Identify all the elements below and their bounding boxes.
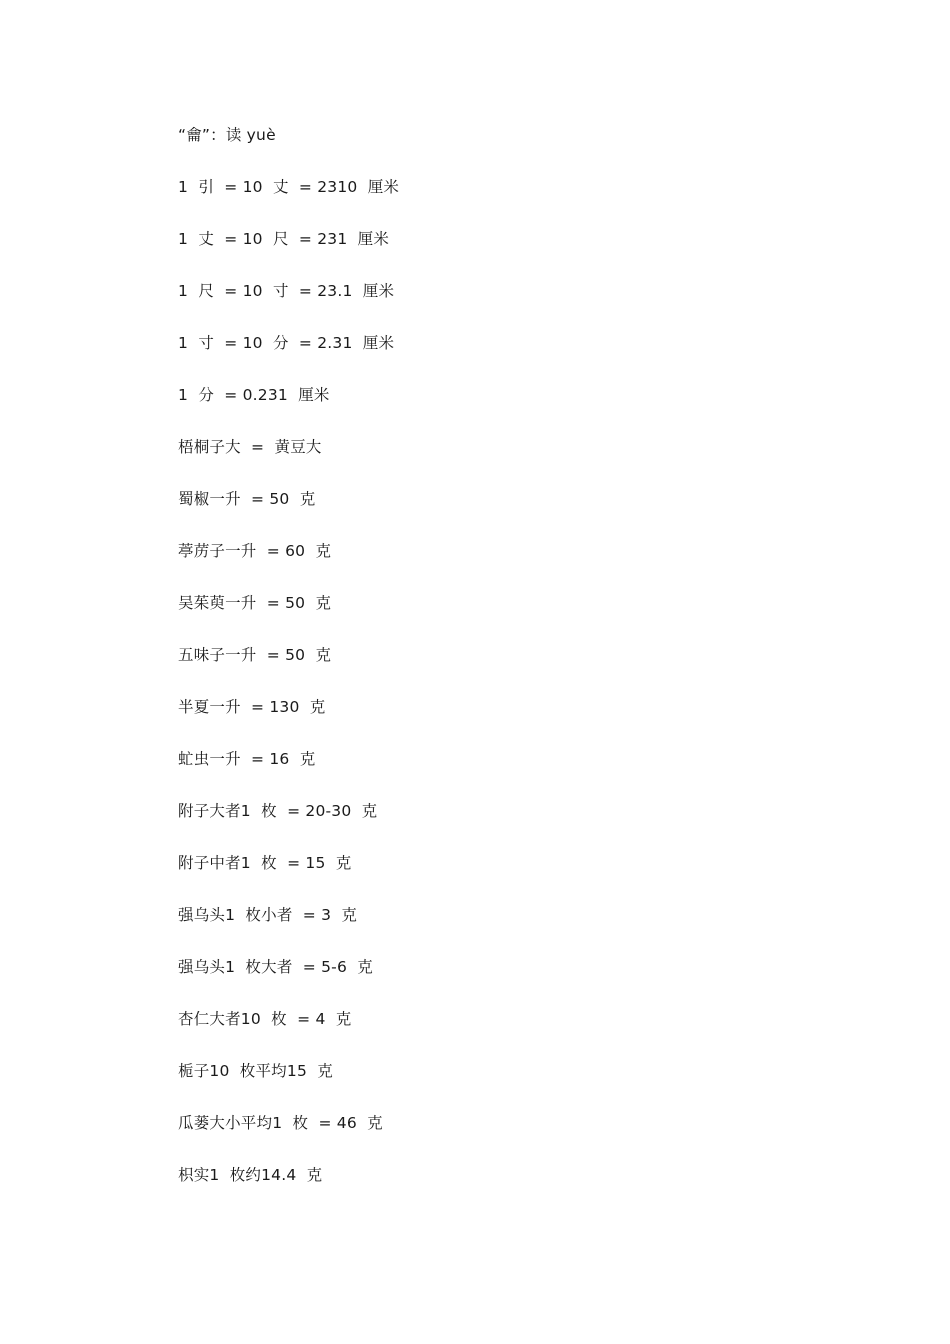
text-line-zhang: 1 丈 = 10 尺 = 231 厘米 xyxy=(178,230,390,248)
text-line-yin: 1 引 = 10 丈 = 2310 厘米 xyxy=(178,178,400,196)
text-line-cun: 1 寸 = 10 分 = 2.31 厘米 xyxy=(178,334,395,352)
text-line-chi: 1 尺 = 10 寸 = 23.1 厘米 xyxy=(178,282,395,300)
text-line-banxia: 半夏一升 = 130 克 xyxy=(178,698,326,716)
text-line-mengchong: 虻虫一升 = 16 克 xyxy=(178,750,316,768)
text-line-wutou-large: 强乌头1 枚大者 = 5-6 克 xyxy=(178,958,373,976)
text-line-xingren: 杏仁大者10 枚 = 4 克 xyxy=(178,1010,352,1028)
text-line-shujiao: 蜀椒一升 = 50 克 xyxy=(178,490,316,508)
text-line-wutou-small: 强乌头1 枚小者 = 3 克 xyxy=(178,906,358,924)
text-line-fuzi-large: 附子大者1 枚 = 20-30 克 xyxy=(178,802,378,820)
text-line-zhishi: 枳实1 枚约14.4 克 xyxy=(178,1166,323,1184)
text-line-zhizi: 栀子10 枚平均15 克 xyxy=(178,1062,333,1080)
document-body xyxy=(178,122,878,1214)
text-line-wutongzi: 梧桐子大 = 黄豆大 xyxy=(178,438,322,456)
text-line-fuzi-medium: 附子中者1 枚 = 15 克 xyxy=(178,854,352,872)
text-line-wuweizi: 五味子一升 = 50 克 xyxy=(178,646,332,664)
text-line-tinglizi: 葶苈子一升 = 60 克 xyxy=(178,542,332,560)
text-line-pronunciation: “龠”：读 yuè xyxy=(178,126,276,144)
text-line-fen: 1 分 = 0.231 厘米 xyxy=(178,386,330,404)
text-line-gualou: 瓜蒌大小平均1 枚 = 46 克 xyxy=(178,1114,383,1132)
text-line-wuzhuyu: 吴茱萸一升 = 50 克 xyxy=(178,594,332,612)
